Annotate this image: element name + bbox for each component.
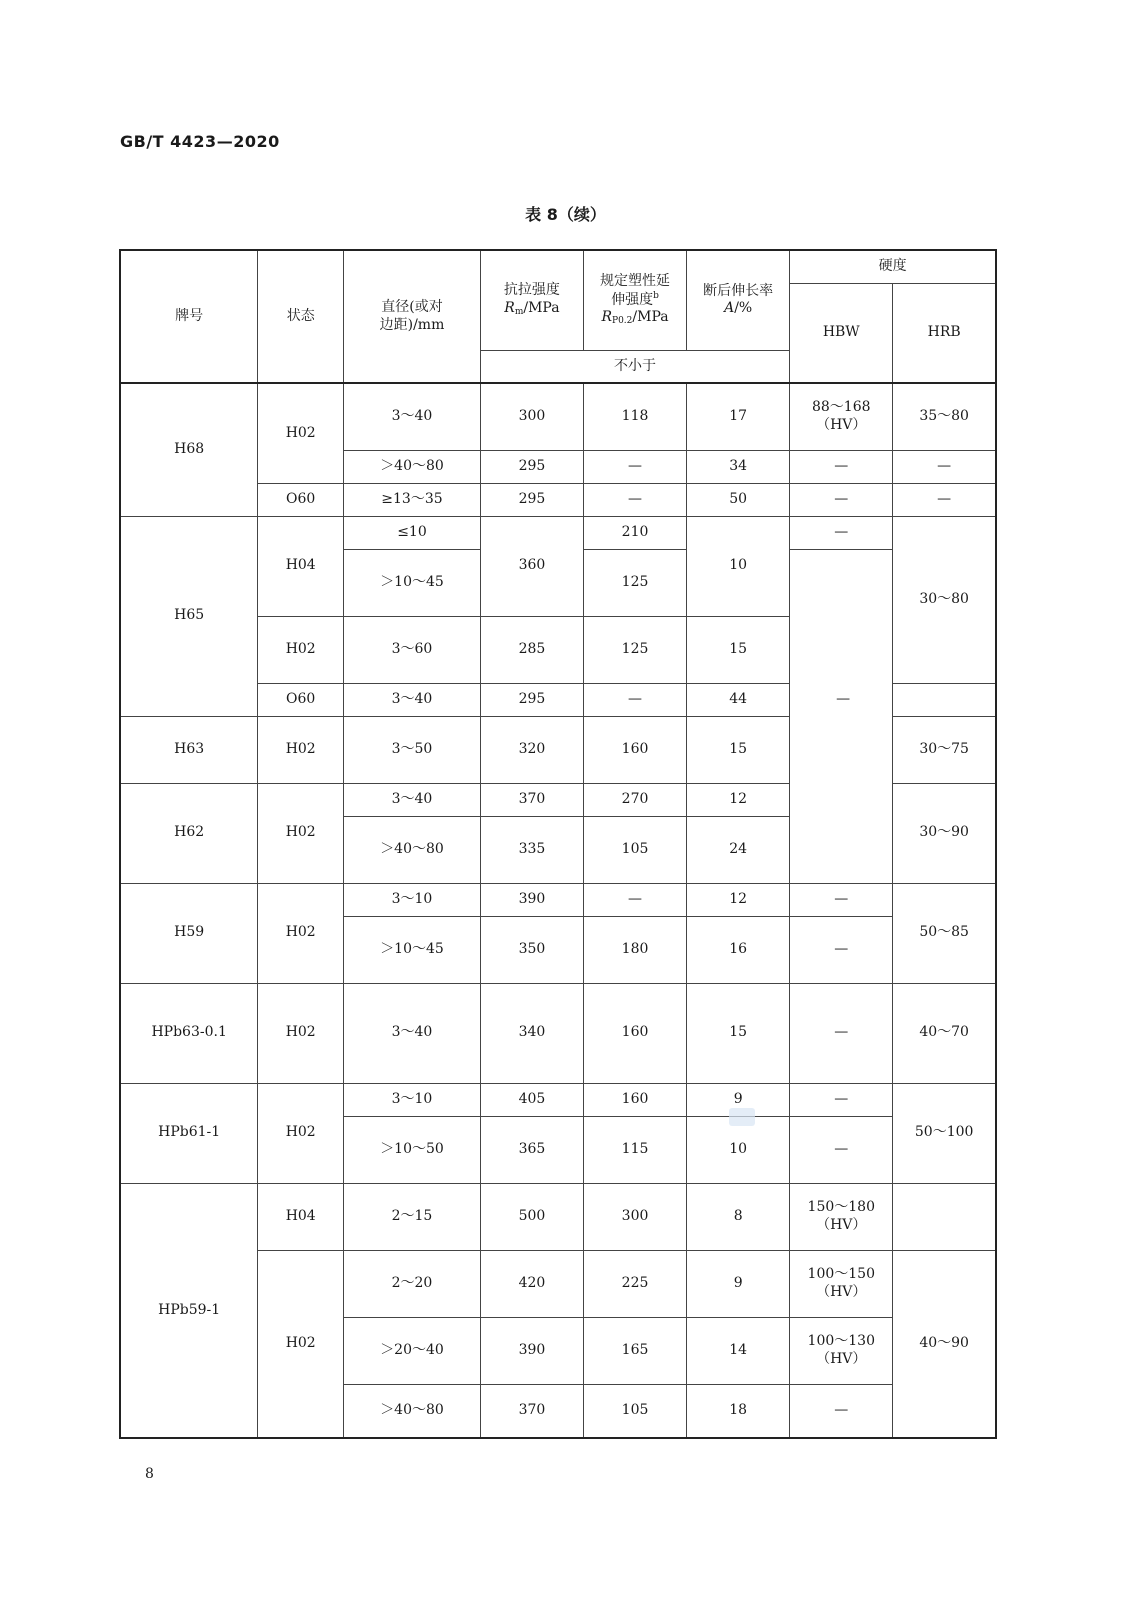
diameter-cell: 3～40 <box>344 683 481 716</box>
table-row <box>120 1083 996 1116</box>
hrb-cell: — <box>893 483 996 516</box>
temper-cell: H02 <box>258 883 344 983</box>
elongation-cell: 14 <box>687 1317 790 1384</box>
yield-cell: — <box>583 483 686 516</box>
hbw-value: 100～130 <box>807 1333 875 1349</box>
yield-unit: /MPa <box>632 309 669 326</box>
col-header-diameter-line2: 边距)/mm <box>379 316 445 333</box>
temper-cell: H02 <box>258 616 344 683</box>
temper-cell: H02 <box>258 716 344 783</box>
yield-cell: 180 <box>583 916 686 983</box>
tensile-cell: 420 <box>480 1250 583 1317</box>
hrb-cell-empty <box>893 1183 996 1250</box>
diameter-cell: ＞10～50 <box>344 1116 481 1183</box>
elongation-cell: 15 <box>687 983 790 1083</box>
hrb-cell <box>836 683 996 716</box>
col-header-elongation <box>687 250 790 350</box>
diameter-cell: 3～10 <box>344 883 481 916</box>
hbw-cell: — <box>790 450 893 483</box>
tensile-cell: 300 <box>480 383 583 450</box>
diameter-cell: 3～40 <box>344 383 481 450</box>
tensile-cell: 365 <box>480 1116 583 1183</box>
hbw-cell: — <box>790 1116 893 1183</box>
hrb-cell: 40～90 <box>893 1250 996 1438</box>
grade-cell: H63 <box>120 716 258 783</box>
hbw-unit-note: （HV） <box>816 1350 867 1367</box>
tensile-cell: 500 <box>480 1183 583 1250</box>
elongation-cell: 10 <box>687 1116 790 1183</box>
yield-symbol: R <box>601 309 613 326</box>
diameter-cell: 3～50 <box>344 716 481 783</box>
hbw-value: 100～150 <box>807 1266 875 1282</box>
col-header-elongation-line1: 断后伸长率 <box>703 282 774 299</box>
hrb-cell: 50～100 <box>893 1083 996 1183</box>
yield-cell: 125 <box>583 549 686 616</box>
col-header-diameter-line1: 直径(或对 <box>381 299 443 315</box>
tensile-cell: 370 <box>480 783 583 816</box>
hrb-cell: — <box>893 450 996 483</box>
temper-cell: O60 <box>258 683 344 716</box>
tensile-cell: 295 <box>480 683 583 716</box>
elongation-cell: 24 <box>687 816 790 883</box>
elongation-cell: 15 <box>687 616 790 683</box>
tensile-cell: 320 <box>480 716 583 783</box>
yield-cell: 105 <box>583 816 686 883</box>
tensile-cell: 335 <box>480 816 583 883</box>
hbw-value: 88～168 <box>811 399 871 416</box>
grade-cell: HPb63-0.1 <box>120 983 258 1083</box>
tensile-cell: 295 <box>480 450 583 483</box>
elongation-cell: 9 <box>687 1250 790 1317</box>
col-header-grade: 牌号 <box>120 250 258 383</box>
elongation-cell: 10 <box>687 516 790 616</box>
hrb-cell: 50～85 <box>893 883 996 983</box>
tensile-cell: 370 <box>480 1384 583 1438</box>
hbw-unit-note: （HV） <box>816 1283 867 1300</box>
yield-cell: 210 <box>583 516 686 549</box>
hbw-unit-note: （HV） <box>816 416 867 433</box>
temper-cell: H02 <box>258 1250 344 1438</box>
hbw-cell <box>790 1183 893 1250</box>
grade-cell: H68 <box>120 383 258 516</box>
diameter-cell: ＞40～80 <box>344 450 481 483</box>
table-row <box>120 983 996 1083</box>
hbw-cell <box>790 1317 893 1384</box>
hbw-cell: — <box>790 1083 893 1116</box>
yield-cell: 165 <box>583 1317 686 1384</box>
elongation-cell: 15 <box>687 716 790 783</box>
yield-cell: — <box>583 883 686 916</box>
yield-cell: 125 <box>583 616 686 683</box>
hbw-cell <box>790 1250 893 1317</box>
tensile-unit: /MPa <box>523 299 560 316</box>
elongation-symbol: A <box>724 300 735 317</box>
table-row <box>120 883 996 916</box>
hrb-cell: 35～80 <box>893 383 996 450</box>
diameter-cell: 3～40 <box>344 783 481 816</box>
diameter-cell: 3～60 <box>344 616 481 683</box>
watermark-logo <box>729 1108 755 1126</box>
tensile-symbol: R <box>504 299 515 316</box>
col-header-not-less-than: 不小于 <box>480 350 789 383</box>
col-header-yield-line2: 伸强度 <box>611 291 654 308</box>
yield-cell: 300 <box>583 1183 686 1250</box>
hbw-value: 150～180 <box>807 1199 875 1215</box>
diameter-cell: ＞40～80 <box>344 816 481 883</box>
temper-cell: H02 <box>258 783 344 883</box>
tensile-cell: 295 <box>480 483 583 516</box>
hbw-cell-empty <box>790 549 893 883</box>
diameter-cell: ＞10～45 <box>344 549 481 616</box>
grade-cell: H65 <box>120 516 258 716</box>
hbw-cell: — <box>790 916 893 983</box>
elongation-cell: 50 <box>687 483 790 516</box>
hrb-cell: 30～90 <box>893 783 996 883</box>
elongation-cell: 8 <box>687 1183 790 1250</box>
elongation-cell: 16 <box>687 916 790 983</box>
col-header-tensile-line1: 抗拉强度 <box>503 282 560 299</box>
diameter-cell: 3～10 <box>344 1083 481 1116</box>
hbw-unit-note: （HV） <box>816 1216 867 1233</box>
tensile-cell: 350 <box>480 916 583 983</box>
tensile-cell: 390 <box>480 883 583 916</box>
footnote-b-marker: b <box>653 290 659 301</box>
tensile-cell: 360 <box>480 516 583 616</box>
yield-cell: — <box>583 683 686 716</box>
tensile-cell: 285 <box>480 616 583 683</box>
diameter-cell: 3～40 <box>344 983 481 1083</box>
yield-cell: 270 <box>583 783 686 816</box>
table-row <box>120 516 996 549</box>
table-row <box>120 1183 996 1250</box>
yield-cell: 105 <box>583 1384 686 1438</box>
yield-cell: 115 <box>583 1116 686 1183</box>
hrb-cell: 30～75 <box>893 716 996 783</box>
temper-cell: H04 <box>258 516 344 616</box>
diameter-cell: ＞40～80 <box>344 1384 481 1438</box>
elongation-cell: 9 <box>687 1083 790 1116</box>
page-number: 8 <box>145 1466 154 1482</box>
table-title: 表 8（续） <box>525 205 606 224</box>
yield-cell: 118 <box>583 383 686 450</box>
temper-cell: H02 <box>258 983 344 1083</box>
elongation-cell: 18 <box>687 1384 790 1438</box>
col-header-temper: 状态 <box>258 250 344 383</box>
diameter-cell: ≤10 <box>344 516 481 549</box>
elongation-cell: 44 <box>687 683 790 716</box>
table-row <box>120 383 996 450</box>
grade-cell: H62 <box>120 783 258 883</box>
yield-cell: 160 <box>583 983 686 1083</box>
mechanical-properties-table <box>119 249 997 1439</box>
col-header-yield <box>583 250 686 350</box>
elongation-unit: /% <box>734 300 753 317</box>
col-header-tensile <box>480 250 583 350</box>
elongation-cell: 34 <box>687 450 790 483</box>
diameter-cell: ＞20～40 <box>344 1317 481 1384</box>
col-header-diameter <box>344 250 481 383</box>
col-header-hardness: 硬度 <box>790 250 996 283</box>
grade-cell: HPb59-1 <box>120 1183 258 1438</box>
grade-cell: H59 <box>120 883 258 983</box>
temper-cell: H04 <box>258 1183 344 1250</box>
hbw-cell: — <box>790 983 893 1083</box>
col-header-yield-line1: 规定塑性延 <box>600 273 671 290</box>
hbw-cell <box>790 383 893 450</box>
diameter-cell: 2～20 <box>344 1250 481 1317</box>
yield-cell: — <box>583 450 686 483</box>
yield-cell: 225 <box>583 1250 686 1317</box>
elongation-cell: 12 <box>687 783 790 816</box>
elongation-cell: 17 <box>687 383 790 450</box>
tensile-cell: 405 <box>480 1083 583 1116</box>
standard-code: GB/T 4423—2020 <box>120 132 280 151</box>
hbw-cell: — <box>790 883 893 916</box>
temper-cell: H02 <box>258 1083 344 1183</box>
diameter-cell: ＞10～45 <box>344 916 481 983</box>
hrb-cell: 40～70 <box>893 983 996 1083</box>
yield-cell: 160 <box>583 716 686 783</box>
grade-cell: HPb61-1 <box>120 1083 258 1183</box>
tensile-cell: 390 <box>480 1317 583 1384</box>
hbw-cell: — <box>790 1384 893 1438</box>
temper-cell: O60 <box>258 483 344 516</box>
yield-subscript: P0.2 <box>612 316 633 327</box>
yield-cell: 160 <box>583 1083 686 1116</box>
col-header-hbw: HBW <box>790 283 893 383</box>
tensile-subscript: m <box>514 306 524 317</box>
diameter-cell: ≥13～35 <box>344 483 481 516</box>
hbw-cell: — <box>790 516 893 549</box>
tensile-cell: 340 <box>480 983 583 1083</box>
temper-cell: H02 <box>258 383 344 483</box>
elongation-cell: 12 <box>687 883 790 916</box>
hbw-dash: — <box>836 690 851 707</box>
hbw-cell: — <box>790 483 893 516</box>
col-header-hrb: HRB <box>893 283 996 383</box>
hrb-cell: 30～80 <box>893 516 996 683</box>
diameter-cell: 2～15 <box>344 1183 481 1250</box>
